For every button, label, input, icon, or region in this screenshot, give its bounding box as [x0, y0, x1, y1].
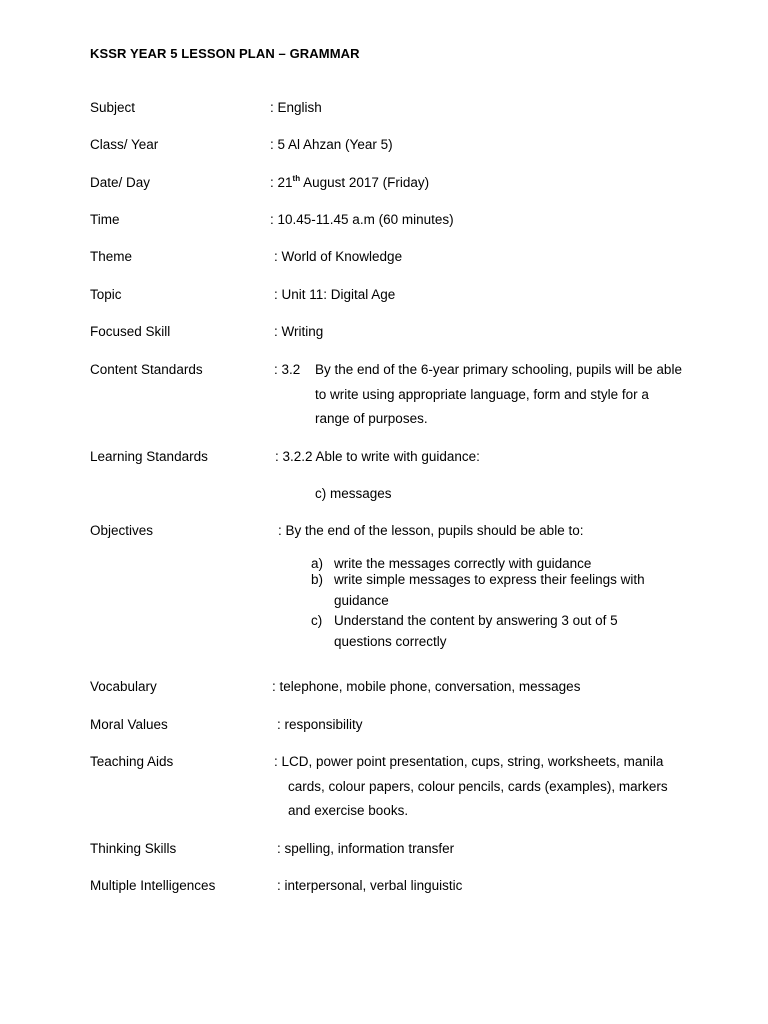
field-value: : 5 Al Ahzan (Year 5) — [270, 137, 393, 152]
field-label: Theme — [90, 249, 133, 264]
field-label: Teaching Aids — [90, 754, 174, 769]
list-item-continuation: questions correctly — [334, 633, 447, 649]
field-value — [274, 358, 684, 432]
field-label: Content Standards — [90, 362, 203, 377]
field-value: : 10.45-11.45 a.m (60 minutes) — [270, 212, 454, 227]
field-label: Learning Standards — [90, 449, 208, 464]
field-label: Multiple Intelligences — [90, 878, 216, 893]
objectives-intro: : By the end of the lesson, pupils should be able to: — [278, 523, 584, 538]
field-label: Thinking Skills — [90, 841, 177, 856]
document-title: KSSR YEAR 5 LESSON PLAN – GRAMMAR — [90, 46, 360, 61]
field-value: : World of Knowledge — [274, 249, 403, 264]
teaching-aids-line: : LCD, power point presentation, cups, string, worksheets, manila — [274, 754, 664, 769]
field-value: : English — [270, 100, 322, 115]
list-marker: a) — [311, 555, 324, 571]
field-value — [275, 445, 695, 506]
field-value: : spelling, information transfer — [277, 841, 455, 856]
standard-text: By the end of the 6-year primary schooling, pupils will be able to write using appropriate language, form and style for a range of purposes. — [315, 362, 682, 426]
field-label: Vocabulary — [90, 679, 157, 694]
list-item-text: write the messages correctly with guidance — [334, 555, 592, 571]
learning-standard-text: : 3.2.2 Able to write with guidance: — [275, 449, 480, 464]
objectives-list — [311, 556, 698, 654]
field-label: Subject — [90, 100, 136, 115]
field-value: : Unit 11: Digital Age — [274, 287, 396, 302]
field-label: Objectives — [90, 523, 154, 538]
list-item — [311, 556, 698, 572]
date-suffix: August 2017 (Friday) — [300, 175, 430, 190]
list-item — [311, 613, 698, 654]
field-value: : telephone, mobile phone, conversation, messages — [272, 679, 581, 694]
teaching-aids-line: and exercise books. — [288, 803, 409, 818]
list-item-text: write simple messages to express their feelings with — [334, 571, 645, 587]
field-label: Moral Values — [90, 717, 168, 732]
teaching-aids-line: cards, colour papers, colour pencils, cards (examples), markers — [288, 778, 668, 794]
field-value — [278, 519, 698, 654]
list-item-text: Understand the content by answering 3 out of 5 — [334, 612, 618, 628]
field-value: : interpersonal, verbal linguistic — [277, 878, 463, 893]
standard-code: : 3.2 — [274, 362, 301, 377]
list-item-continuation: guidance — [334, 592, 389, 608]
list-marker: b) — [311, 571, 324, 587]
date-ordinal: th — [292, 173, 301, 183]
field-value: : Writing — [274, 324, 324, 339]
field-label: Date/ Day — [90, 175, 151, 190]
learning-standard-sub: c) messages — [315, 485, 392, 501]
field-value — [270, 171, 690, 196]
list-item — [311, 572, 698, 613]
field-label: Class/ Year — [90, 137, 159, 152]
field-label: Focused Skill — [90, 324, 171, 339]
list-marker: c) — [311, 612, 323, 628]
date-prefix: : 21 — [270, 175, 293, 190]
field-value — [274, 750, 694, 824]
field-value: : responsibility — [277, 717, 363, 732]
field-label: Time — [90, 212, 120, 227]
field-label: Topic — [90, 287, 122, 302]
